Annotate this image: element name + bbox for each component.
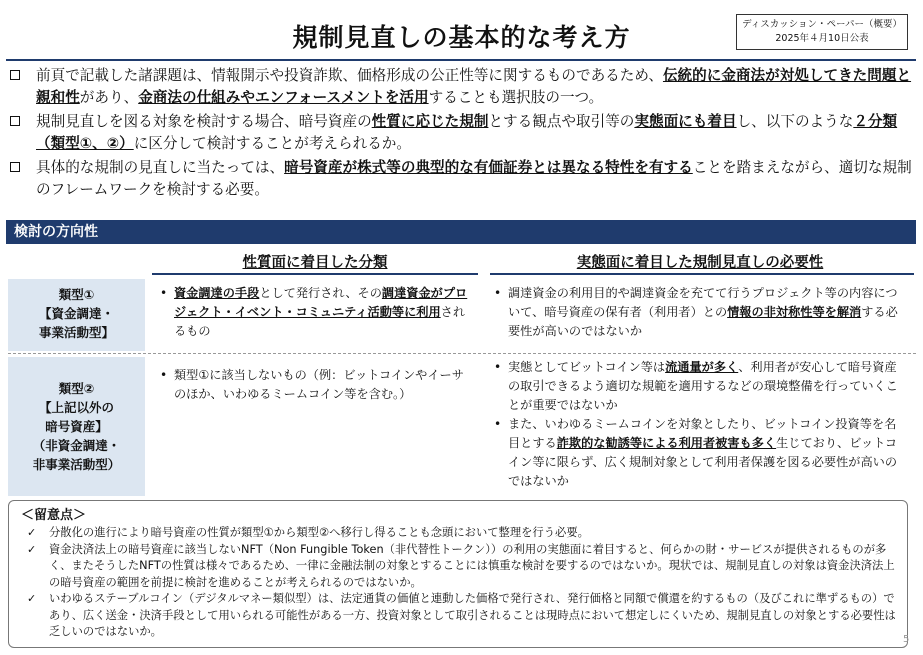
bullet-item [8, 111, 913, 155]
row-label-text: 【資金調達・ [38, 306, 114, 321]
bullet-text: に区分して検討することが考えられるか。 [133, 135, 411, 152]
row2-right-cell [492, 358, 902, 491]
bullet-text: があり、 [79, 89, 139, 106]
stamp-label: ディスカッション・ペーパー（概要） [742, 19, 902, 30]
bullet-emphasis: 伝統的に金商法が対処してきた問題と親和性 [36, 67, 912, 106]
row-label-text: 事業活動型】 [38, 325, 114, 340]
row-label-text: 非事業活動型） [32, 457, 121, 472]
cell-text: されるもの [174, 305, 466, 338]
bullet-text: 規制見直しを図る対象を検討する場合、暗号資産の [36, 113, 372, 130]
bullet-item [8, 65, 913, 109]
row-divider [8, 353, 916, 354]
note-text: 分散化の進行により暗号資産の性質が類型①から類型②へ移行し得ることも念頭において整理を行う必要。 [49, 526, 589, 539]
note-text: いわゆるステーブルコイン（デジタルマネー類似型）は、法定通貨の価値と連動した価格で発行され、発行価格と同額で償還を約するもの（及びこれに準ずるもの）であり、広く送金・決済手段として用いられる可能性がある一方、投資対象として取引されることは現時点において想定しにくいため、規制見直しの対象とする必要性は乏しいのではないか。 [49, 592, 896, 638]
cell-emphasis: 情報の非対称性等を解消 [727, 305, 862, 319]
bullet-text: ことを踏まえながら、適切な規制のフレームワークを検討する必要。 [36, 159, 912, 198]
cell-text: 類型①に該当しないもの（例：ビットコインやイーサのほか、いわゆるミームコイン等を含む。） [174, 368, 464, 401]
row1-left-cell [158, 284, 472, 341]
title-divider [6, 59, 916, 61]
row-label-text: 【上記以外の [38, 400, 114, 415]
bullet-emphasis: ２分類（類型①、②） [36, 113, 898, 152]
row-label-title: 類型② [58, 381, 95, 396]
bullet-text: 前頁で記載した諸課題は、情報開示や投資詐欺、価格形成の公正性等に関するものであるため、 [36, 67, 663, 84]
bullet-text: 具体的な規制の見直しに当たっては、 [36, 159, 285, 176]
column-header-text: 性質面に着目した分類 [242, 255, 388, 271]
checkmark-icon: ✓ [27, 592, 37, 605]
square-bullet-icon [10, 70, 20, 80]
note-item [27, 591, 899, 641]
page-title: 規制見直しの基本的な考え方 [292, 23, 631, 52]
column-header-left [152, 251, 478, 272]
bullet-emphasis: 実態面にも着目 [634, 113, 737, 130]
column-divider-left [152, 273, 478, 275]
cell-text: として発行され、その [259, 286, 382, 300]
cell-emphasis: 流通量が多く [665, 360, 739, 374]
row-label-title: 類型① [58, 287, 95, 302]
cell-text: 実態としてビットコイン等は [508, 360, 666, 374]
list-item [158, 284, 472, 341]
row-label-type2 [8, 357, 145, 496]
list-item [492, 284, 902, 341]
bullet-emphasis: 性質に応じた規制 [371, 113, 489, 130]
cell-emphasis: 詐欺的な勧誘等による利用者被害も多く [556, 436, 777, 450]
cell-text: また、いわゆるミームコインを対象としたり、ビットコイン投資等を名目とする [508, 417, 897, 450]
stamp-date: 2025年４月10日公表 [775, 33, 869, 44]
bullet-emphasis: 金商法の仕組みやエンフォースメントを活用 [138, 89, 429, 106]
notes-title: ＜留意点＞ [21, 508, 87, 523]
column-header-text: 実態面に着目した規制見直しの必要性 [576, 255, 824, 271]
square-bullet-icon [10, 162, 20, 172]
summary-bullets [8, 65, 913, 203]
checkmark-icon: ✓ [27, 542, 37, 556]
document-stamp [736, 14, 908, 50]
cell-emphasis: 調達資金がプロジェクト・イベント・コミュニティ活動等に利用 [174, 286, 468, 319]
page-number: 5 [903, 634, 910, 645]
notes-list [27, 525, 899, 641]
section-header: 検討の方向性 [6, 220, 916, 244]
row-label-type1 [8, 279, 145, 351]
note-text: 資金決済法上の暗号資産に該当しないNFT（Non Fungible Token（非代替性トークン））の利用の実態面に着目すると、何らかの財・サービスが提供されるものが多く、またそうしたNFTの性質は様々であるため、一律に金融法制の対象とすることには慎重な検討を要するのではないか。現状では、規制見直しの対象は資金決済法上の暗号資産の範囲を前提に検討を進めることが考えられるのではないか。 [49, 542, 895, 589]
notes-box [8, 500, 908, 648]
cell-text: 生じており、ビットコイン等に限らず、広く規制対象として利用者保護を図る必要性が高いのではないか [508, 436, 898, 488]
cell-emphasis: 資金調達の手段 [174, 286, 260, 300]
list-item [492, 415, 902, 491]
cell-text: 調達資金の利用目的や調達資金を充てて行うプロジェクト等の内容について、暗号資産の保有者（利用者）との [508, 286, 898, 319]
row2-left-cell [158, 366, 472, 404]
cell-text: 、利用者が安心して暗号資産の取引できるよう適切な規範を適用するなどの環境整備を行っていくことが重要ではないか [508, 360, 898, 412]
list-item [158, 366, 472, 404]
row-label-text: 暗号資産】 [45, 419, 108, 434]
column-header-right [490, 251, 910, 272]
square-bullet-icon [10, 116, 20, 126]
bullet-emphasis: 暗号資産が株式等の典型的な有価証券とは異なる特性を有する [284, 159, 693, 176]
checkmark-icon: ✓ [27, 526, 37, 539]
list-item [492, 358, 902, 415]
bullet-item [8, 157, 913, 201]
column-divider-right [490, 273, 914, 275]
row1-right-cell [492, 284, 902, 341]
note-item [27, 525, 899, 542]
note-item [27, 542, 899, 592]
bullet-text: とする観点や取引等の [488, 113, 635, 130]
row-label-text: （非資金調達・ [32, 438, 121, 453]
cell-text: する必要性が高いのではないか [508, 305, 898, 338]
bullet-text: することも選択肢の一つ。 [428, 89, 604, 106]
bullet-text: し、以下のような [736, 113, 854, 130]
